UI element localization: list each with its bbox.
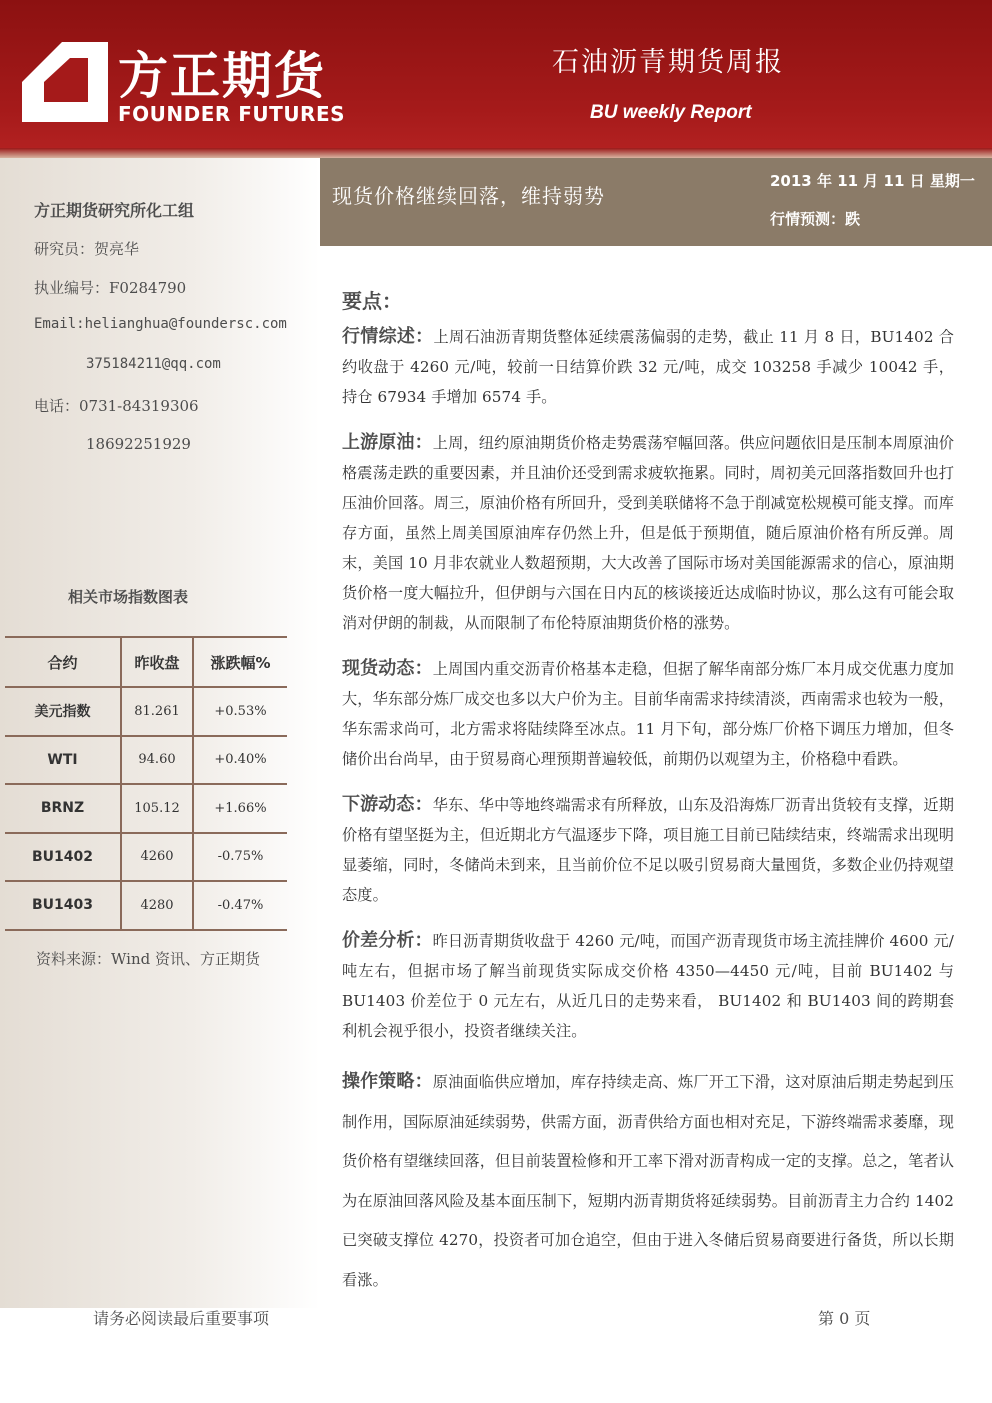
researcher-name: 研究员：贺亮华	[34, 240, 140, 258]
section-label: 操作策略：	[342, 1071, 433, 1092]
phone-secondary: 18692251929	[86, 435, 191, 453]
change-pct-value: -0.75%	[193, 833, 287, 882]
table-row	[5, 881, 287, 930]
sidebar	[0, 158, 320, 1308]
prev-close-value: 4280	[121, 881, 193, 930]
report-header	[0, 0, 992, 155]
section-downstream	[342, 790, 954, 910]
founder-logo-icon	[22, 42, 108, 122]
section-label: 上游原油：	[342, 432, 433, 453]
section-label: 行情综述：	[342, 326, 434, 347]
header-divider	[0, 148, 992, 158]
table-row	[5, 784, 287, 833]
section-text: 上周国内重交沥青价格基本走稳，但据了解华南部分炼厂本月成交优惠力度加大，华东部分炼厂成交也多以大户价为主。目前华南需求持续清淡，西南需求也较为一般，华东需求尚可，北方需求将陆续降至冰点。11 月下旬，部分炼厂价格下调压力增加，但冬储价出台尚早，由于贸易商心理预期普遍较低，前期仍以观望为主，价格稳中看跌。	[342, 660, 955, 768]
disclaimer-note: 请务必阅读最后重要事项	[93, 1309, 270, 1328]
section-strategy	[342, 1062, 954, 1300]
page-number: 第 0 页	[818, 1309, 871, 1328]
market-forecast: 行情预测：跌	[770, 210, 861, 228]
report-date: 2013 年 11 月 11 日 星期一	[770, 172, 975, 190]
section-label: 下游动态：	[342, 794, 433, 815]
contract-name: BU1402	[5, 833, 121, 882]
section-text: 原油面临供应增加，库存持续走高、炼厂开工下滑，这对原油后期走势起到压制作用，国际原油延续弱势，供需方面，沥青供给方面也相对充足，下游终端需求萎靡，现货价格有望继续回落，但目前装置检修和开工率下滑对沥青构成一定的支撑。总之，笔者认为在原油回落风险及基本面压制下，短期内沥青期货将延续弱势。目前沥青主力合约 1402 已突破支撑位 4270，投资者可加仓追空，但由于进入冬储后贸易商要进行备货，所以长期看涨。	[342, 1073, 955, 1289]
table-header-row	[5, 637, 287, 687]
table-row	[5, 687, 287, 736]
section-text: 上周石油沥青期货整体延续震荡偏弱的走势，截止 11 月 8 日，BU1402 合约收盘于 4260 元/吨，较前一日结算价跌 32 元/吨，成交 103258 手减少 10042 手，持仓 67934 手增加 6574 手。	[342, 328, 954, 406]
header-contract: 合约	[5, 637, 121, 687]
table-row	[5, 833, 287, 882]
report-title-english: BU weekly Report	[590, 102, 752, 123]
prev-close-value: 94.60	[121, 736, 193, 785]
section-upstream-crude	[342, 428, 954, 638]
contract-name: BU1403	[5, 881, 121, 930]
key-points-heading: 要点：	[342, 289, 402, 313]
change-pct-value: +0.53%	[193, 687, 287, 736]
data-source-note: 资料来源：Wind 资讯、方正期货	[36, 950, 260, 968]
section-text: 华东、华中等地终端需求有所释放，山东及沿海炼厂沥青出货较有支撑，近期价格有望坚挺为主，但近期北方气温逐步下降，项目施工目前已陆续结束，终端需求出现明显萎缩，同时，冬储尚未到来，且当前价位不足以吸引贸易商大量囤货，多数企业仍持观望态度。	[342, 796, 955, 904]
section-text: 昨日沥青期货收盘于 4260 元/吨，而国产沥青现货市场主流挂牌价 4600 元/吨左右，但据市场了解当前现货实际成交价格 4350—4450 元/吨，目前 BU1402 与 BU1403 价差位于 0 元左右，从近几日的走势来看， BU1402 和 BU1403 间的跨期套利机会视乎很小，投资者继续关注。	[342, 932, 955, 1040]
headline: 现货价格继续回落，维持弱势	[332, 184, 605, 208]
contract-name: WTI	[5, 736, 121, 785]
logo-english-name: FOUNDER FUTURES	[118, 102, 346, 126]
change-pct-value: +1.66%	[193, 784, 287, 833]
prev-close-value: 105.12	[121, 784, 193, 833]
change-pct-value: -0.47%	[193, 881, 287, 930]
email-secondary[interactable]: 375184211@qq.com	[86, 356, 221, 372]
license-number: 执业编号：F0284790	[34, 279, 187, 297]
research-group: 方正期货研究所化工组	[34, 201, 195, 220]
main-content	[342, 285, 954, 1316]
section-spot-dynamics	[342, 654, 954, 774]
section-text: 上周，纽约原油期货价格走势震荡窄幅回落。供应问题依旧是压制本周原油价格震荡走跌的重要因素，并且油价还受到需求疲软拖累。同时，周初美元回落指数回升也打压油价回落。周三，原油价格有所回升，受到美联储将不急于削减宽松规模可能支撑。而库存方面，虽然上周美国原油库存仍然上升，但是低于预期值，随后原油价格有所反弹。周末，美国 10 月非农就业人数超预期，大大改善了国际市场对美国能源需求的信心，原油期货价格一度大幅拉升，但伊朗与六国在日内瓦的核谈接近达成临时协议，那么这有可能会取消对伊朗的制裁，从而限制了布伦特原油期货价格的涨势。	[342, 434, 955, 632]
phone-primary: 电话：0731-84319306	[34, 397, 199, 415]
email-primary[interactable]: Email:helianghua@foundersc.com	[34, 316, 287, 332]
contract-name: 美元指数	[5, 687, 121, 736]
market-table-title: 相关市场指数图表	[68, 588, 189, 606]
logo-chinese-name: 方正期货	[118, 47, 326, 105]
section-label: 价差分析：	[342, 930, 433, 951]
section-spread-analysis	[342, 926, 954, 1046]
section-label: 现货动态：	[342, 658, 433, 679]
change-pct-value: +0.40%	[193, 736, 287, 785]
header-change-pct: 涨跌幅%	[193, 637, 287, 687]
header-prev-close: 昨收盘	[121, 637, 193, 687]
prev-close-value: 81.261	[121, 687, 193, 736]
table-row	[5, 736, 287, 785]
section-market-review	[342, 322, 954, 412]
market-index-table	[5, 636, 287, 931]
report-title-chinese: 石油沥青期货周报	[552, 47, 784, 78]
headline-banner	[320, 158, 992, 246]
contract-name: BRNZ	[5, 784, 121, 833]
prev-close-value: 4260	[121, 833, 193, 882]
